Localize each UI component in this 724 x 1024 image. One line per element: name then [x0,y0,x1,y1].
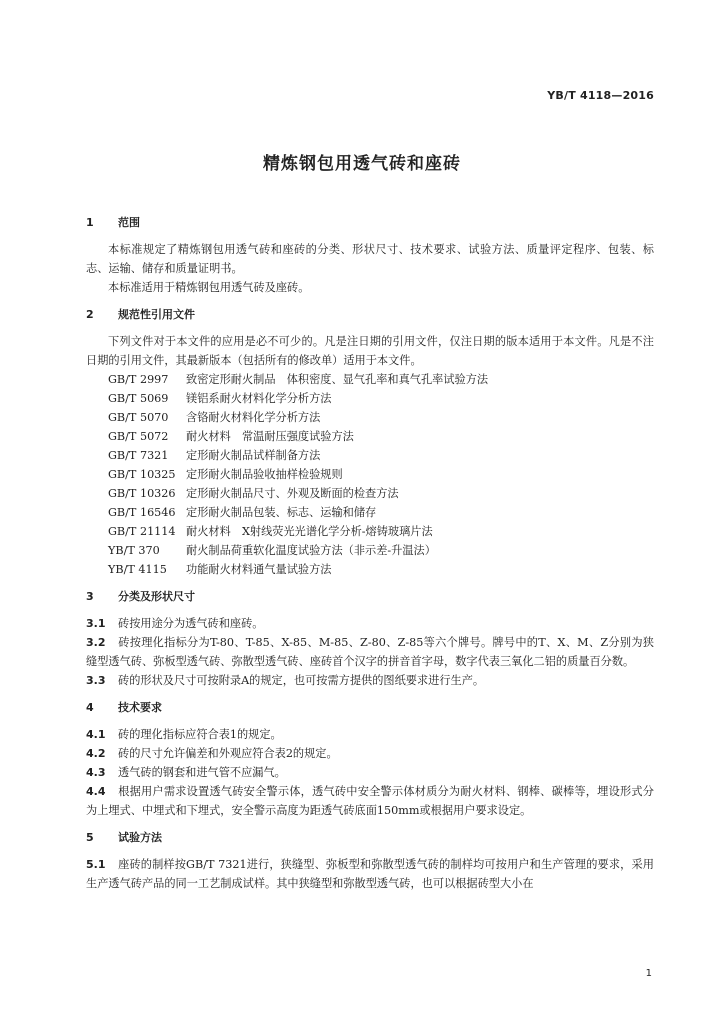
section-number: 4 [86,701,94,714]
section-title: 规范性引用文件 [118,308,195,321]
section-heading-test-methods [86,828,654,847]
reference-title: 镁铝系耐火材料化学分析方法 [186,392,332,405]
standard-number: YB/T 4118—2016 [547,89,654,102]
reference-title: 耐火制品荷重软化温度试验方法（非示差-升温法） [186,544,436,557]
clause [86,782,654,820]
clause-text: 砖按理化指标分为T-80、T-85、X-85、M-85、Z-80、Z-85等六个牌号。牌号中的T、X、M、Z分别为狭缝型透气砖、弥板型透气砖、弥散型透气砖、座砖首个汉字的拼音首字母，数字代表三氧化二铝的质量百分数。 [86,636,654,668]
section-title: 范围 [118,216,140,229]
reference-title: 定形耐火制品验收抽样检验规则 [186,468,343,481]
reference-item [108,370,654,389]
paragraph: 本标准适用于精炼钢包用透气砖及座砖。 [108,281,310,294]
reference-code: GB/T 16546 [108,506,176,519]
reference-item [108,560,654,579]
clause-number: 4.1 [86,728,106,741]
section-title: 试验方法 [118,831,162,844]
clause-number: 3.1 [86,617,106,630]
clause [86,763,654,782]
clause-text: 座砖的制样按GB/T 7321进行，狭缝型、弥板型和弥散型透气砖的制样均可按用户和生产管理的要求，采用生产透气砖产品的同一工艺制成试样。其中狭缝型和弥散型透气砖，也可以根据砖型大小在 [86,858,654,890]
clause [86,744,654,763]
section-heading-scope [86,213,654,232]
reference-item [108,446,654,465]
reference-title: 定形耐火制品包装、标志、运输和储存 [186,506,377,519]
reference-title: 定形耐火制品尺寸、外观及断面的检查方法 [186,487,399,500]
clause [86,725,654,744]
document-body [86,205,654,893]
reference-code: GB/T 5069 [108,392,169,405]
clause-text: 砖的尺寸允许偏差和外观应符合表2的规定。 [118,747,338,760]
section-number: 3 [86,590,94,603]
clause [86,855,654,893]
clause [86,671,654,690]
document-title: 精炼钢包用透气砖和座砖 [263,154,461,174]
section-number: 5 [86,831,94,844]
section-heading-classification [86,587,654,606]
clause [86,614,654,633]
reference-item [108,541,654,560]
clause-number: 3.2 [86,636,106,649]
paragraph: 下列文件对于本文件的应用是必不可少的。凡是注日期的引用文件，仅注日期的版本适用于本文件。凡是不注日期的引用文件，其最新版本（包括所有的修改单）适用于本文件。 [86,335,654,367]
clause-text: 根据用户需求设置透气砖安全警示体，透气砖中安全警示体材质分为耐火材料、钢棒、碳棒等，埋设形式分为上埋式、中埋式和下埋式，安全警示高度为距透气砖底面150mm或根据用户要求设定。 [86,785,654,817]
clause-number: 4.3 [86,766,106,779]
clause-number: 4.2 [86,747,106,760]
section-heading-normative-references [86,305,654,324]
clause [86,633,654,671]
reference-code: GB/T 10325 [108,468,176,481]
clause-text: 砖的形状及尺寸可按附录A的规定，也可按需方提供的图纸要求进行生产。 [118,674,485,687]
paragraph: 本标准规定了精炼钢包用透气砖和座砖的分类、形状尺寸、技术要求、试验方法、质量评定程序、包装、标志、运输、储存和质量证明书。 [86,243,654,275]
reference-list [108,370,654,579]
reference-item [108,465,654,484]
reference-code: YB/T 370 [108,544,160,557]
reference-code: GB/T 2997 [108,373,169,386]
reference-code: GB/T 5070 [108,411,169,424]
section-number: 1 [86,216,94,229]
section-number: 2 [86,308,94,321]
reference-item [108,503,654,522]
section-heading-technical-requirements [86,698,654,717]
section-title: 分类及形状尺寸 [118,590,195,603]
reference-title: 耐火材料 常温耐压强度试验方法 [186,430,354,443]
reference-item [108,408,654,427]
reference-item [108,427,654,446]
reference-code: GB/T 21114 [108,525,176,538]
reference-item [108,522,654,541]
reference-code: GB/T 5072 [108,430,169,443]
clause-text: 砖的理化指标应符合表1的规定。 [118,728,282,741]
reference-code: GB/T 10326 [108,487,176,500]
clause-text: 砖按用途分为透气砖和座砖。 [118,617,264,630]
reference-title: 功能耐火材料通气量试验方法 [186,563,332,576]
clause-number: 3.3 [86,674,106,687]
reference-title: 耐火材料 X射线荧光光谱化学分析-熔铸玻璃片法 [186,525,433,538]
reference-code: GB/T 7321 [108,449,169,462]
reference-title: 含铬耐火材料化学分析方法 [186,411,321,424]
reference-item [108,389,654,408]
reference-item [108,484,654,503]
clause-number: 4.4 [86,785,106,798]
clause-text: 透气砖的钢套和进气管不应漏气。 [118,766,286,779]
section-title: 技术要求 [118,701,162,714]
clause-number: 5.1 [86,858,106,871]
reference-title: 致密定形耐火制品 体积密度、显气孔率和真气孔率试验方法 [186,373,489,386]
reference-title: 定形耐火制品试样制备方法 [186,449,321,462]
page-number: 1 [645,968,652,979]
reference-code: YB/T 4115 [108,563,167,576]
